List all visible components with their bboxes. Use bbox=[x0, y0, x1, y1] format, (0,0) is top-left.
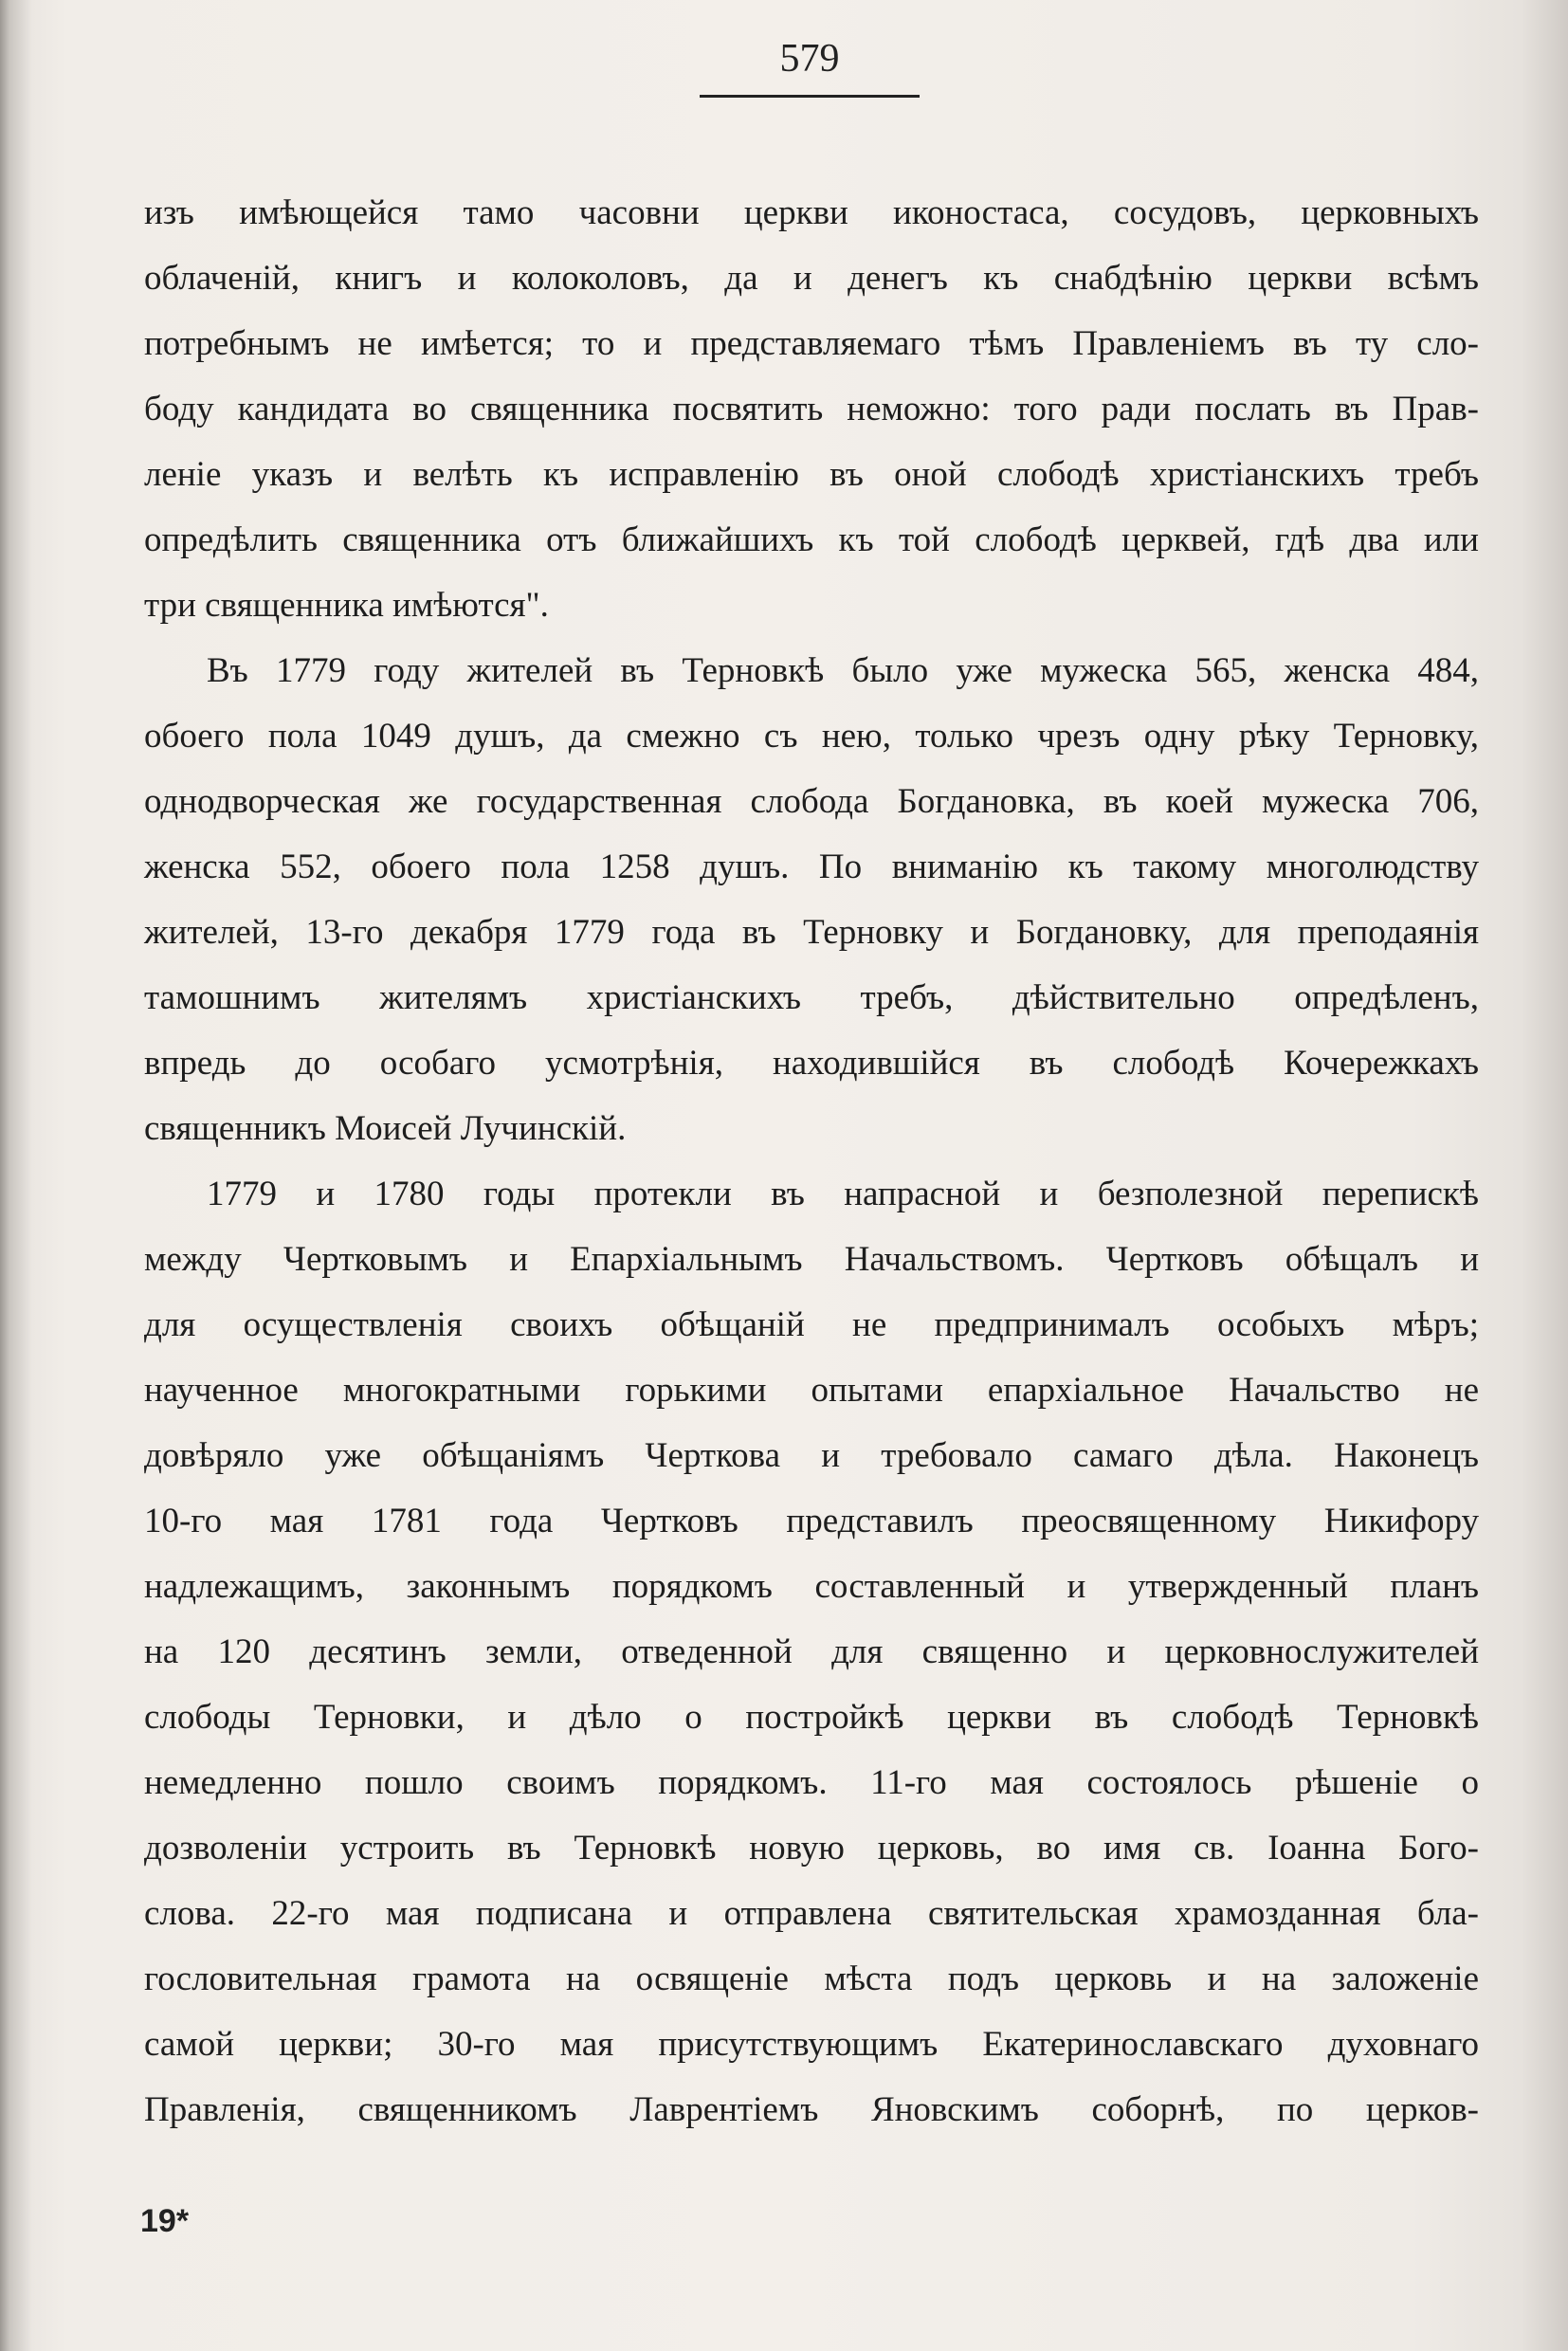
text-line: облаченій, книгъ и колоколовъ, да и денегъ къ снабдѣнію церкви всѣмъ bbox=[144, 259, 1479, 298]
text-line: слободы Терновки, и дѣло о постройкѣ церкви въ слободѣ Терновкѣ bbox=[144, 1698, 1479, 1737]
text-line: впредь до особаго усмотрѣнія, находившійся въ слободѣ Кочережкахъ bbox=[144, 1044, 1479, 1083]
text-line: потребнымъ не имѣется; то и представляемаго тѣмъ Правленіемъ въ ту сло- bbox=[144, 324, 1479, 363]
text-line: тамошнимъ жителямъ христіанскихъ требъ, дѣйствительно опредѣленъ, bbox=[144, 978, 1479, 1017]
text-line: гословительная грамота на освященіе мѣста подъ церковь и на заложеніе bbox=[144, 1959, 1479, 1998]
text-line: самой церкви; 30-го мая присутствующимъ Екатеринославскаго духовнаго bbox=[144, 2025, 1479, 2064]
text-line: опредѣлить священника отъ ближайшихъ къ той слободѣ церквей, гдѣ два или bbox=[144, 520, 1479, 559]
text-line: между Чертковымъ и Епархіальнымъ Начальствомъ. Чертковъ обѣщалъ и bbox=[144, 1240, 1479, 1279]
page-number-rule bbox=[700, 95, 920, 98]
text-line: Въ 1779 году жителей въ Терновкѣ было уже мужеска 565, женска 484, bbox=[207, 651, 1479, 690]
text-line: три священника имѣются". bbox=[144, 586, 549, 625]
text-line: женска 552, обоего пола 1258 душъ. По вниманію къ такому многолюдству bbox=[144, 847, 1479, 886]
text-line: обоего пола 1049 душъ, да смежно съ нею, только чрезъ одну рѣку Терновку, bbox=[144, 717, 1479, 756]
text-line: для осуществленія своихъ обѣщаній не предпринималъ особыхъ мѣръ; bbox=[144, 1305, 1479, 1344]
text-line: однодворческая же государственная слобода Богдановка, въ коей мужеска 706, bbox=[144, 782, 1479, 821]
text-line: наученное многократными горькими опытами епархіальное Начальство не bbox=[144, 1371, 1479, 1410]
text-line: 1779 и 1780 годы протекли въ напрасной и безполезной перепискѣ bbox=[207, 1175, 1479, 1213]
text-line: священникъ Моисей Лучинскій. bbox=[144, 1109, 627, 1148]
text-line: леніе указъ и велѣть къ исправленію въ оной слободѣ христіанскихъ требъ bbox=[144, 455, 1479, 494]
text-line: 10-го мая 1781 года Чертковъ представилъ преосвященному Никифору bbox=[144, 1502, 1479, 1540]
signature-mark: 19* bbox=[140, 2203, 190, 2239]
text-line: боду кандидата во священника посвятить неможно: того ради послать въ Прав- bbox=[144, 390, 1479, 428]
text-line: изъ имѣющейся тамо часовни церкви иконостаса, сосудовъ, церковныхъ bbox=[144, 193, 1479, 232]
text-line: Правленія, священникомъ Лаврентіемъ Яновскимъ соборнѣ, по церков- bbox=[144, 2090, 1479, 2129]
text-line: немедленно пошло своимъ порядкомъ. 11-го мая состоялось рѣшеніе о bbox=[144, 1763, 1479, 1802]
text-line: дозволеніи устроить въ Терновкѣ новую церковь, во имя св. Іоанна Бого- bbox=[144, 1829, 1479, 1868]
page-number: 579 bbox=[779, 37, 840, 81]
text-line: довѣряло уже обѣщаніямъ Черткова и требовало самаго дѣла. Наконецъ bbox=[144, 1436, 1479, 1475]
text-line: на 120 десятинъ земли, отведенной для священно и церковнослужителей bbox=[144, 1632, 1479, 1671]
text-line: жителей, 13-го декабря 1779 года въ Терновку и Богдановку, для преподаянія bbox=[144, 913, 1479, 952]
text-line: слова. 22-го мая подписана и отправлена святительская храмозданная бла- bbox=[144, 1894, 1479, 1933]
body-text bbox=[144, 180, 1479, 2142]
text-line: надлежащимъ, законнымъ порядкомъ составленный и утвержденный планъ bbox=[144, 1567, 1479, 1606]
